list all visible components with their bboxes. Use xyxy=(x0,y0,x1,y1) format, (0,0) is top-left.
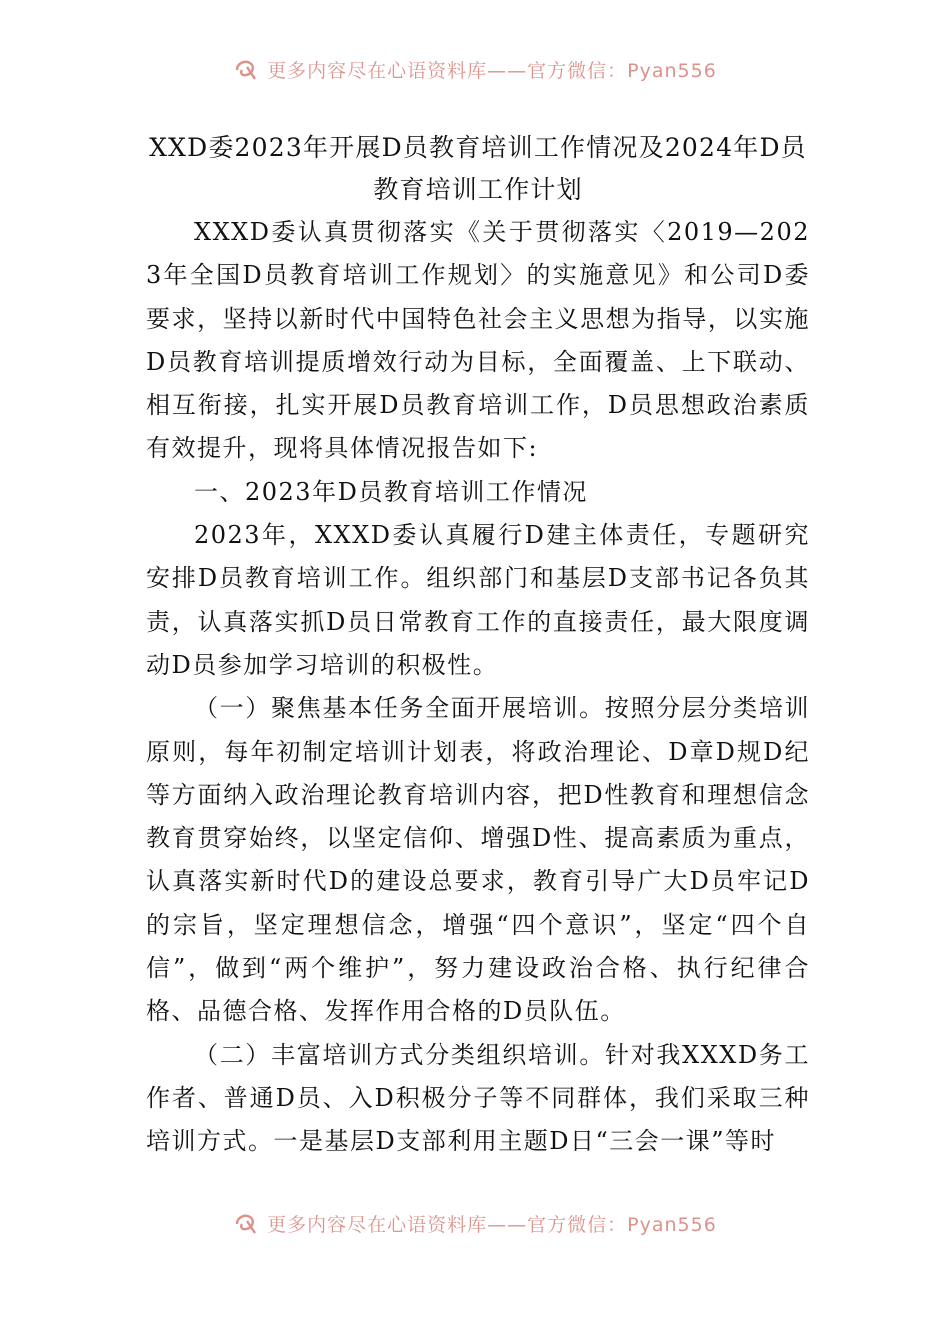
section-heading: 一、2023年D员教育培训工作情况 xyxy=(194,477,588,506)
section-paragraph: 2023年，XXXD委认真履行D建主体责任，专题研究安排D员教育培训工作。组织部门和基层D支部书记各负其责，认真落实抓D员日常教育工作的直接责任，最大限度调动D员参加学习培训的积极性。 xyxy=(146,521,810,679)
watermark-text: 更多内容尽在心语资料库——官方微信：Pyan556 xyxy=(267,59,717,82)
watermark-top xyxy=(0,52,950,86)
watermark-logo-icon xyxy=(233,1210,259,1236)
item-two-paragraph: （二）丰富培训方式分类组织培训。针对我XXXD务工作者、普通D员、入D积极分子等不同群体，我们采取三种培训方式。一是基层D支部利用主题D日“三会一课”等时 xyxy=(146,1040,810,1156)
intro-paragraph: XXXD委认真贯彻落实《关于贯彻落实〈2019—2023年全国D员教育培训工作规划〉的实施意见》和公司D委要求，坚持以新时代中国特色社会主义思想为指导，以实施D员教育培训提质增效行动为目标，全面覆盖、上下联动、相互衔接，扎实开展D员教育培训工作，D员思想政治素质有效提升，现将具体情况报告如下: xyxy=(146,218,810,463)
item-one-paragraph: （一）聚焦基本任务全面开展培训。按照分层分类培训原则，每年初制定培训计划表，将政治理论、D章D规D纪等方面纳入政治理论教育培训内容，把D性教育和理想信念教育贯穿始终，以坚定信仰、增强D性、提高素质为重点，认真落实新时代D的建设总要求，教育引导广大D员牢记D的宗旨，坚定理想信念，增强“四个意识”，坚定“四个自信”，做到“两个维护”，努力建设政治合格、执行纪律合格、品德合格、发挥作用合格的D员队伍。 xyxy=(146,694,810,1026)
watermark-bottom xyxy=(0,1206,950,1240)
document-title: XXD委2023年开展D员教育培训工作情况及2024年D员教育培训工作计划 xyxy=(149,133,807,204)
watermark-logo-icon xyxy=(233,56,259,82)
watermark-text: 更多内容尽在心语资料库——官方微信：Pyan556 xyxy=(267,1213,717,1236)
document-body xyxy=(146,127,810,1164)
